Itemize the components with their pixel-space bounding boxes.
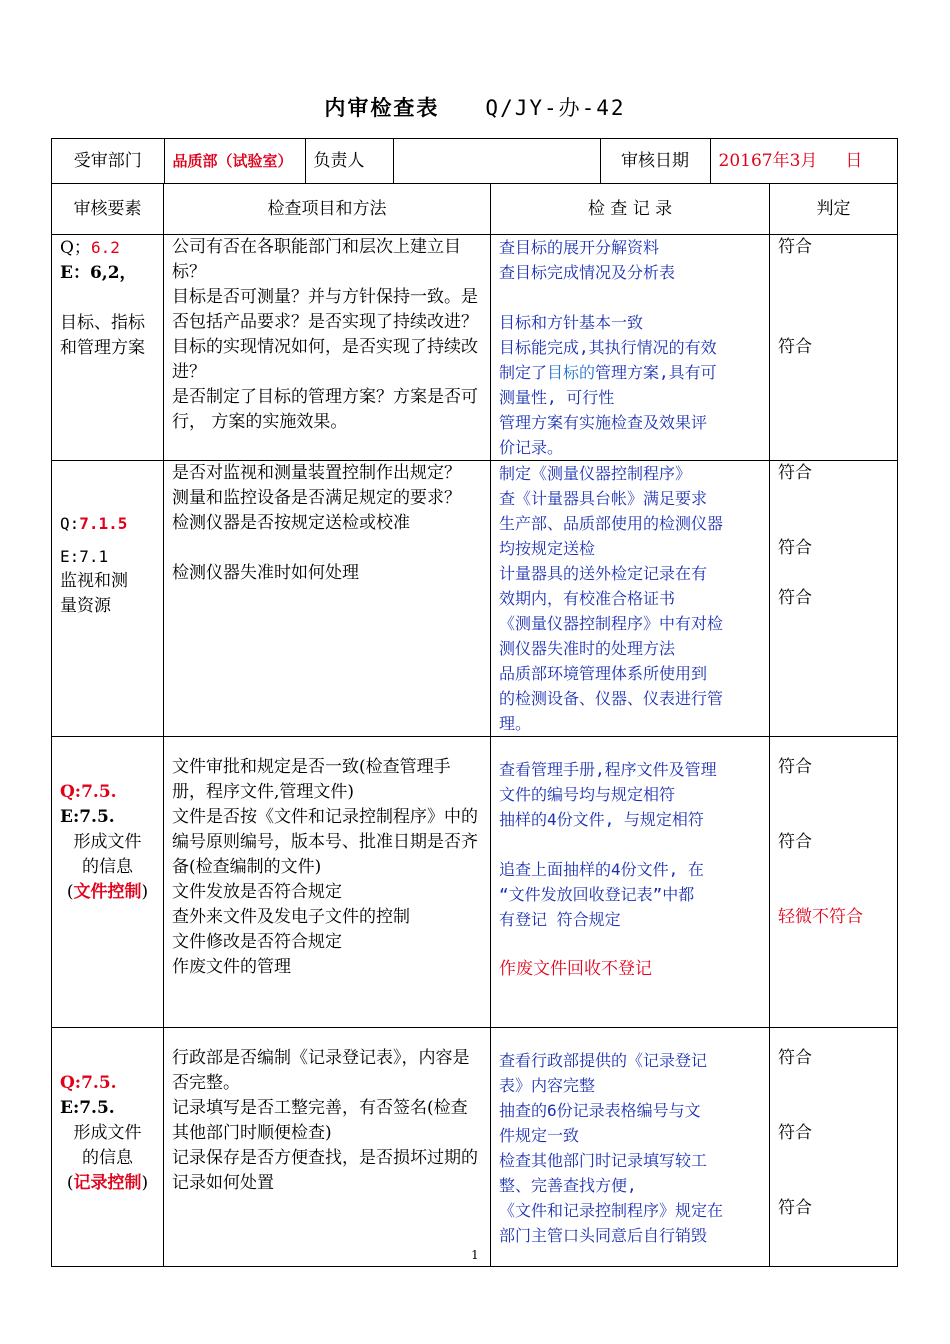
element-name: 监视和测量资源: [60, 571, 128, 616]
col-header-verdict: 判定: [770, 184, 898, 235]
audit-date: [710, 139, 898, 183]
element-name-2: 的信息: [82, 1148, 133, 1168]
q-clause: Q；6.2: [60, 238, 120, 258]
col-header-records: 检 查 记 录: [491, 184, 770, 235]
check-records: 制定《测量仪器控制程序》 查《计量器具台帐》满足要求 生产部、品质部使用的检测仪器 均按规定送检 计量器具的送外检定记录在有 效期内，有校准合格证书 《测量仪器控制程序》中有对检 测仪器失准时的处理方法 品质部环境管理体系所使用到 的检测设备、仪器、仪表进行管 理。: [491, 461, 770, 737]
date-label: 审核日期: [600, 139, 710, 183]
q-clause: Q:7.1.5: [60, 514, 128, 533]
audit-element: [52, 235, 164, 461]
e-clause: E:7.5.: [60, 1098, 115, 1118]
date-value: 20167年3月: [718, 150, 818, 171]
control-type: (文件控制): [66, 882, 149, 902]
audit-element: [52, 737, 164, 1028]
document-title: [0, 92, 950, 122]
date-day: 日: [845, 150, 863, 171]
col-header-items: 检查项目和方法: [164, 184, 491, 235]
table-row: [52, 1028, 898, 1267]
owner-value: [393, 139, 600, 183]
nonconformity-note: 作废文件回收不登记: [499, 959, 652, 979]
owner-label: 负责人: [305, 139, 393, 183]
audit-element: [52, 461, 164, 737]
e-clause: E：6,2，: [60, 263, 137, 283]
col-header-element: 审核要素: [52, 184, 164, 235]
table-row: [52, 235, 898, 461]
q-clause: Q:7.5.: [60, 1073, 117, 1093]
verdict-cell: 符合 符合 符合: [770, 1028, 898, 1267]
control-type: (记录控制): [66, 1173, 149, 1193]
check-items: 行政部是否编制《记录登记表》，内容是否完整。 记录填写是否工整完善，有否签名(检查其他部门时顺便检查) 记录保存是否方便查找，是否损坏过期的记录如何处置: [164, 1028, 491, 1267]
header-info-row: [52, 139, 898, 184]
audit-checklist-table: [51, 138, 898, 1267]
dept-value: 品质部（试验室）: [164, 139, 305, 183]
verdict-cell: 符合 符合 符合: [770, 461, 898, 737]
e-clause: E:7.1: [60, 547, 109, 566]
column-header-row: [52, 184, 898, 235]
verdict-cell: 符合 符合 轻微不符合: [770, 737, 898, 1028]
verdict-cell: 符合 符合: [770, 235, 898, 461]
table-row: [52, 737, 898, 1028]
document-code: Q/JY-办-42: [485, 96, 626, 120]
check-records: 查目标的展开分解资料 查目标完成情况及分析表 目标和方针基本一致 目标能完成,其执行情况的有效 制定了目标的管理方案,具有可 测量性, 可行性 管理方案有实施检查及效果评 价记录。: [491, 235, 770, 461]
check-records: 查看管理手册,程序文件及管理 文件的编号均与规定相符 抽样的4份文件, 与规定相符 追查上面抽样的4份文件, 在 “文件发放回收登记表”中都 有登记 符合规定 作废文件回收不登记: [491, 737, 770, 1028]
title-text: 内审检查表: [324, 95, 440, 120]
element-name: 目标、指标和管理方案: [60, 313, 145, 358]
element-name-1: 形成文件: [73, 1123, 142, 1143]
minor-nonconformity-verdict: 轻微不符合: [778, 907, 863, 927]
page-number: 1: [471, 1248, 479, 1262]
check-items: 公司有否在各职能部门和层次上建立目标？ 目标是否可测量？并与方针保持一致。是否包括产品要求？是否实现了持续改进？ 目标的实现情况如何，是否实现了持续改进？ 是否制定了目标的管理方案？方案是否可行， 方案的实施效果。: [164, 235, 491, 461]
element-name-2: 的信息: [82, 857, 133, 877]
audit-element: [52, 1028, 164, 1267]
element-name-1: 形成文件: [73, 832, 142, 852]
check-items: 文件审批和规定是否一致(检查管理手册，程序文件,管理文件) 文件是否按《文件和记录控制程序》中的编号原则编号，版本号、批准日期是否齐备(检查编制的文件) 文件发放是否符合规定 查外来文件及发电子文件的控制 文件修改是否符合规定 作废文件的管理: [164, 737, 491, 1028]
e-clause: E:7.5.: [60, 807, 115, 827]
dept-label: 受审部门: [52, 139, 164, 183]
check-records: 查看行政部提供的《记录登记 表》内容完整 抽查的6份记录表格编号与文 件规定一致 检查其他部门时记录填写较工 整、完善查找方便, 《文件和记录控制程序》规定在 部门主管口头同意后自行销毁: [491, 1028, 770, 1267]
q-clause: Q:7.5.: [60, 782, 117, 802]
table-row: [52, 461, 898, 737]
check-items: 是否对监视和测量装置控制作出规定？ 测量和监控设备是否满足规定的要求？ 检测仪器是否按规定送检或校准 检测仪器失准时如何处理: [164, 461, 491, 737]
